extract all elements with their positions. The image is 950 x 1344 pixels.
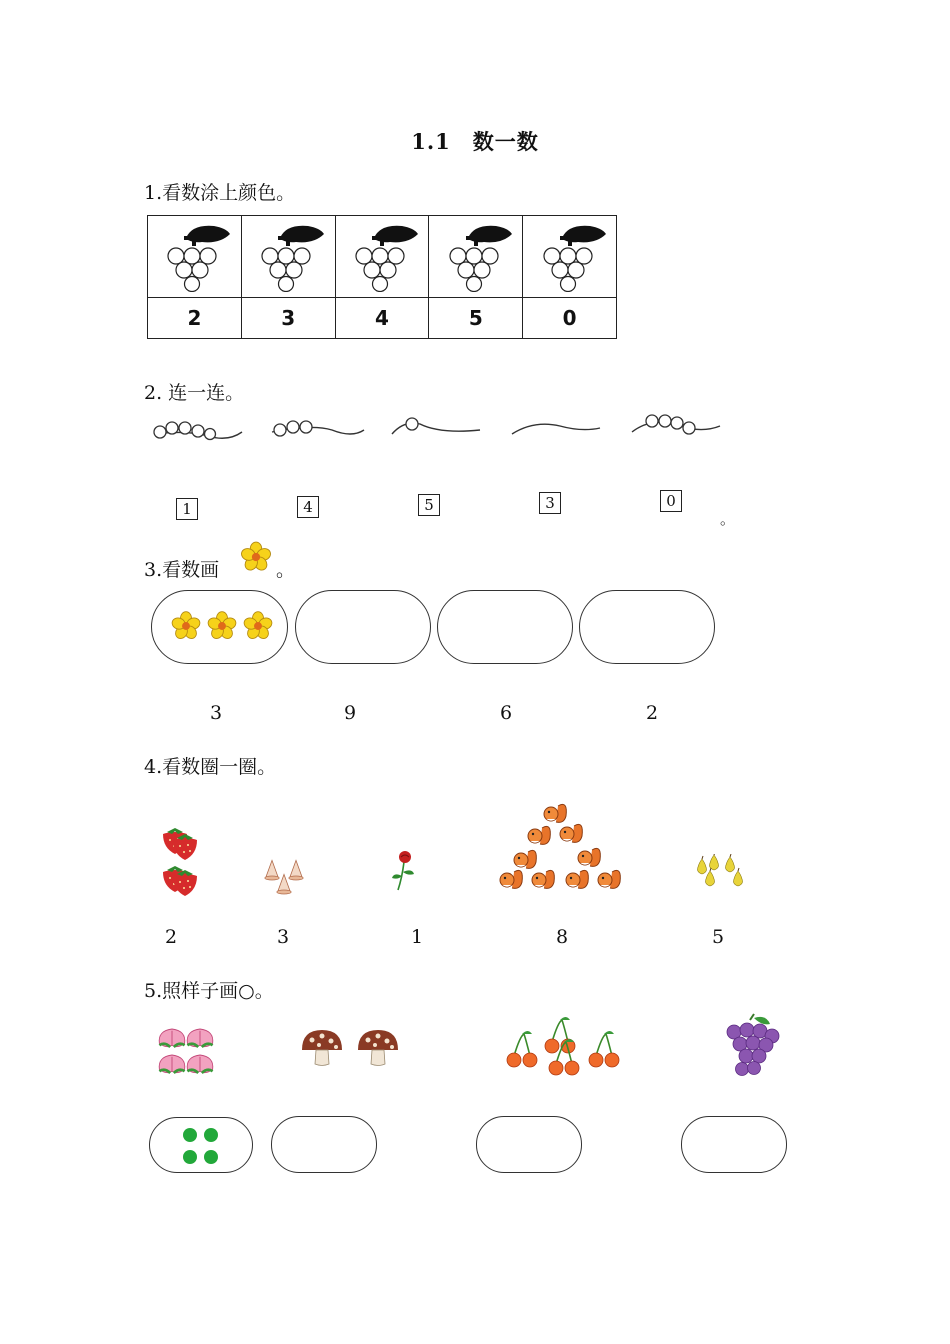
q3-heading: 3.看数画 [144,559,220,581]
bead-string[interactable] [392,418,480,434]
q1-number: 5 [429,297,523,338]
q5-drawing-oval[interactable] [681,1116,787,1173]
grape-cell[interactable] [523,216,617,298]
grape-cell[interactable] [148,216,242,298]
q5-example-oval [149,1117,253,1173]
bead-string[interactable] [272,421,364,436]
q1-number: 0 [523,297,617,338]
q2-number-box[interactable]: 0 [660,490,682,512]
bead-string[interactable] [632,415,720,434]
cherry-group [498,1014,630,1078]
q3-number: 3 [209,702,223,724]
q2-number-box[interactable]: 4 [297,496,319,518]
q4-heading: 4.看数圈一圈。 [144,756,277,778]
squirrel-group[interactable] [494,800,624,896]
grape-cell[interactable] [335,216,429,298]
q4-number: 3 [276,926,290,948]
q5-heading: 5.照样子画○。 [144,980,274,1002]
q3-example-oval [151,590,288,664]
q1-number: 2 [148,297,242,338]
mushroom-group [298,1024,404,1072]
q4-number: 8 [555,926,569,948]
q2-heading: 2. 连一连。 [144,382,245,404]
pear-group[interactable] [692,854,748,888]
bead-string[interactable] [512,424,600,434]
q1-number: 3 [241,297,335,338]
grape-icon [154,216,234,292]
grape-cell[interactable] [241,216,335,298]
q4-number: 5 [711,926,725,948]
grape-icon [530,216,610,292]
strawberry-group[interactable] [155,820,205,900]
q3-suffix: 。 [276,559,296,581]
q2-trailing-mark: 。 [720,510,736,528]
page-title: 1.1 数一数 [411,129,539,154]
q3-drawing-oval[interactable] [437,590,573,664]
peach-group [154,1020,220,1080]
q3-drawing-oval[interactable] [579,590,715,664]
rose-icon[interactable] [386,848,420,894]
grape-bunch-icon [720,1012,784,1084]
flower-example [152,591,287,663]
q4-number: 2 [164,926,178,948]
q1-heading: 1.看数涂上颜色。 [144,182,296,204]
q2-bead-strings [148,408,738,452]
q3-drawing-oval[interactable] [295,590,431,664]
q1-table [147,215,617,339]
q4-number: 1 [410,926,424,948]
grape-icon [436,216,516,292]
dot-example [150,1118,252,1172]
q5-drawing-oval[interactable] [476,1116,582,1173]
bead-string[interactable] [154,422,242,440]
q2-number-box[interactable]: 1 [176,498,198,520]
q3-number: 9 [343,702,357,724]
flower-icon [238,541,274,573]
q5-drawing-oval[interactable] [271,1116,377,1173]
grape-icon [342,216,422,292]
q2-number-box[interactable]: 3 [539,492,561,514]
q2-number-box[interactable]: 5 [418,494,440,516]
grape-icon [248,216,328,292]
q3-number: 6 [499,702,513,724]
cone-group[interactable] [262,852,308,898]
grape-cell[interactable] [429,216,523,298]
q1-number: 4 [335,297,429,338]
q3-number: 2 [645,702,659,724]
